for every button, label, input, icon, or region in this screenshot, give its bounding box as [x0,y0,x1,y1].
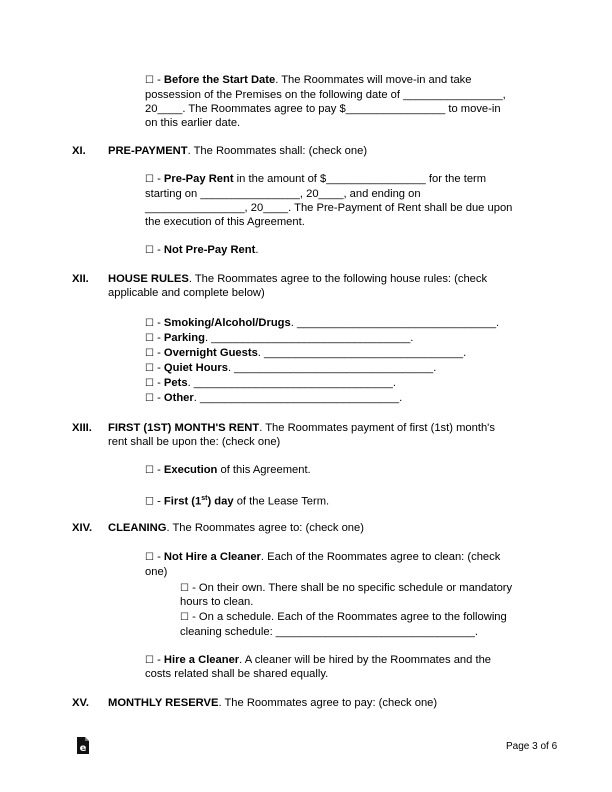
option-label: ) day [207,495,234,508]
option-label: Not Hire a Cleaner [163,551,261,563]
option-label: Pre-Pay Rent [163,173,234,185]
text-line: applicable and complete below) [108,287,265,299]
before-start-option: ☐ - Before the Start Date. The Roommates will move-in and take [145,74,472,86]
checkbox[interactable]: ☐ [145,393,154,404]
schedule-cleaning-suboption [180,610,507,625]
section-heading [108,272,487,286]
execution-option: ☐ - Execution of this Agreement. [145,464,311,476]
checkbox[interactable]: ☐ [145,552,154,563]
option-label: First (1 [163,495,202,508]
option-text: in the amount of $________________ for the term [233,173,487,185]
section-text: . The Roommates agree to: (check one) [166,522,364,534]
rule-label: Quiet Hours [163,362,228,374]
checkbox[interactable]: ☐ [180,583,189,594]
not-pre-pay-option: ☐ - Not Pre-Pay Rent. [145,244,259,256]
house-rule-item: ☐ - Overnight Guests. ________________________________. [145,347,467,359]
house-rule-item: ☐ - Parking. ________________________________. [145,332,414,344]
section-heading [108,696,437,710]
section-number: XI. [72,145,86,157]
house-rule-item: ☐ - Pets. ________________________________. [145,377,396,389]
section-number: XIV. [72,522,93,534]
section-title: HOUSE RULES [108,273,189,285]
section-title: CLEANING [108,522,167,534]
section-heading [108,421,495,435]
option-text: . The Roommates will move-in and take [275,74,472,86]
option-text: . Each of the Roommates agree to clean: (check [260,551,501,563]
section-heading [108,521,364,535]
checkbox[interactable]: ☐ [145,348,154,359]
section-text: . The Roommates agree to pay: (check one) [218,697,438,709]
rule-blank: . ________________________________. [227,362,437,374]
rule-label: Smoking/Alcohol/Drugs [163,317,291,329]
checkbox[interactable]: ☐ [145,378,154,389]
section-text: . The Roommates agree to the following house rules: (check [188,273,488,285]
house-rule-item: ☐ - Other. ________________________________. [145,392,403,404]
section-title: FIRST (1ST) MONTH'S RENT [108,422,260,434]
checkbox[interactable]: ☐ [145,496,154,508]
text-line: costs related shall be shared equally. [145,668,329,680]
rule-blank: . ________________________________. [193,392,403,404]
checkbox[interactable]: ☐ [145,318,154,329]
text-line: possession of the Premises on the following date of ________________, [145,89,506,101]
checkbox[interactable]: ☐ [145,174,154,185]
text-line: hours to clean. [180,596,254,608]
section-number: XII. [72,273,89,285]
option-text: - On their own. There shall be no specific schedule or mandatory [188,582,513,594]
house-rule-item: ☐ - Smoking/Alcohol/Drugs. ________________________________. [145,317,500,329]
option-label: Before the Start Date [163,74,276,86]
text-line: rent shall be upon the: (check one) [108,436,281,448]
checkbox[interactable]: ☐ [145,465,154,476]
esign-logo-icon [76,737,90,755]
section-number: XV. [72,697,90,709]
svg-text:e: e [79,743,87,754]
option-label: Execution [163,464,218,476]
section-title: MONTHLY RESERVE [108,697,219,709]
section-text: . The Roommates shall: (check one) [187,145,368,157]
text-line: starting on ________________, 20____, and ending on [145,188,421,200]
text-line: ________________, 20____. The Pre-Payment of Rent shall be due upon [145,202,513,214]
text-line: 20____. The Roommates agree to pay $________________ to move-in [145,103,501,115]
rule-blank: . ________________________________. [257,347,467,359]
checkbox[interactable]: ☐ [145,245,154,256]
option-text: - On a schedule. Each of the Roommates agree to the following [188,611,507,623]
rule-label: Other [163,392,194,404]
page-number: Page 3 of 6 [506,741,558,752]
option-label: Not Pre-Pay Rent [163,244,256,256]
section-title: PRE-PAYMENT [108,145,188,157]
own-cleaning-suboption [180,581,512,596]
rule-blank: . ________________________________. [204,332,414,344]
text-line: the execution of this Agreement. [145,216,305,228]
superscript: st [201,495,208,502]
rule-blank: . ________________________________. [187,377,396,389]
rule-label: Overnight Guests [163,347,258,359]
checkbox[interactable]: ☐ [180,612,189,623]
rule-label: Parking [163,332,205,344]
option-label: Hire a Cleaner [163,654,240,666]
text-line: one) [145,566,168,578]
pre-pay-option: ☐ - Pre-Pay Rent in the amount of $________________ for the term [145,173,487,185]
checkbox[interactable]: ☐ [145,75,154,86]
not-hire-cleaner-option: ☐ - Not Hire a Cleaner. Each of the Roommates agree to clean: (check [145,551,501,563]
option-text: of the Lease Term. [233,495,330,508]
section-number: XIII. [72,422,92,434]
checkbox[interactable]: ☐ [145,363,154,374]
hire-cleaner-option: ☐ - Hire a Cleaner. A cleaner will be hired by the Roommates and the [145,654,492,666]
checkbox[interactable]: ☐ [145,333,154,344]
section-heading [108,144,367,158]
rule-label: Pets [163,377,188,389]
option-text: . A cleaner will be hired by the Roommates and the [239,654,492,666]
house-rule-item: ☐ - Quiet Hours. ________________________________. [145,362,437,374]
text-line: on this earlier date. [145,117,241,129]
first-day-option: ☐ - First (1st) day of the Lease Term. [145,495,330,508]
text-line: cleaning schedule: ________________________________. [180,626,478,638]
checkbox[interactable]: ☐ [145,655,154,666]
rule-blank: . ________________________________. [290,317,500,329]
section-text: . The Roommates payment of first (1st) month's [259,422,495,434]
option-text: of this Agreement. [217,464,311,476]
